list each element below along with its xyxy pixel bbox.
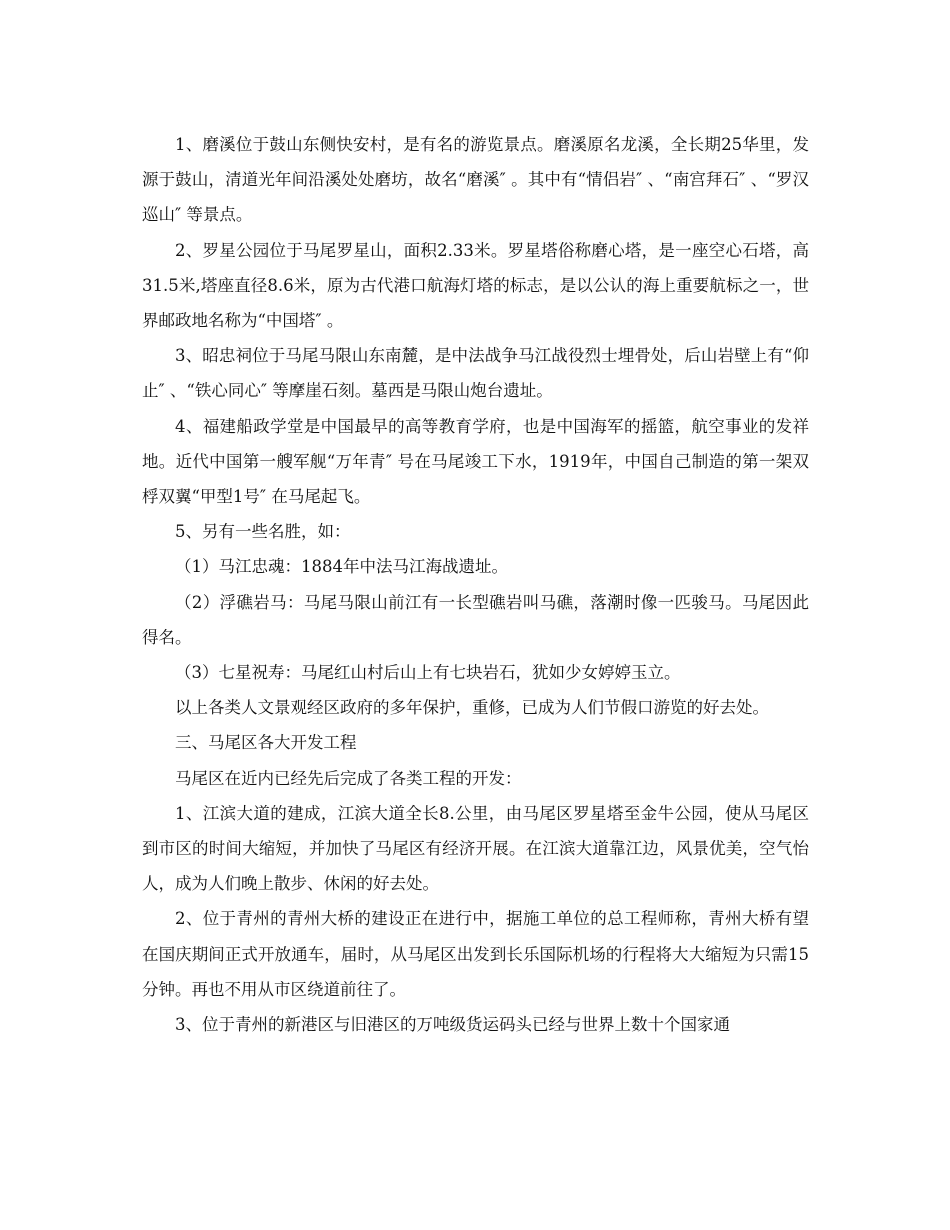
section-heading-development: 三、马尾区各大开发工程 xyxy=(175,733,357,753)
paragraph-sight-2: （2）浮礁岩马：马尾马限山前江有一长型礁岩叫马礁，落潮时像一匹骏马。马尾因此得名。 xyxy=(142,592,809,647)
paragraph-qingzhou-bridge: 2、位于青州的青州大桥的建设正在进行中，据施工单位的总工程师称，青州大桥有望在国庆期间正式开放通车，届时，从马尾区出发到长乐国际机场的行程将大大缩短为只需15分钟。再也不用从市区绕道前往了。 xyxy=(142,909,809,999)
paragraph-mo-xi: 1、磨溪位于鼓山东侧快安村，是有名的游览景点。磨溪原名龙溪，全长期25华里，发源于鼓山，清道光年间沿溪处处磨坊，故名“磨溪″ 。其中有“情侣岩″ 、“南宫拜石″ 、“罗汉巡山″ 等景点。 xyxy=(142,135,809,225)
paragraph-summary: 以上各类人文景观经区政府的多年保护，重修，已成为人们节假口游览的好去处。 xyxy=(175,698,769,718)
paragraph-development-intro: 马尾区在近内已经先后完成了各类工程的开发： xyxy=(175,768,522,788)
paragraph-fujian-naval-school: 4、福建船政学堂是中国最早的高等教育学府，也是中国海军的摇篮，航空事业的发祥地。近代中国第一艘军舰“万年青″ 号在马尾竣工下水，1919年，中国自己制造的第一架双桴双翼“甲型1号″ 在马尾起飞。 xyxy=(142,416,809,507)
paragraph-qingzhou-port: 3、位于青州的新港区与旧港区的万吨级货运码头已经与世界上数十个国家通 xyxy=(175,1015,730,1035)
paragraph-zhao-zhong-ci: 3、昭忠祠位于马尾马限山东南麓，是中法战争马江战役烈士埋骨处，后山岩壁上有“仰止″ 、“铁心同心″ 等摩崖石刻。墓西是马限山炮台遗址。 xyxy=(142,346,809,401)
paragraph-sight-3: （3）七星祝寿：马尾红山村后山上有七块岩石，犹如少女婷婷玉立。 xyxy=(175,663,681,683)
paragraph-luo-xing-park: 2、罗星公园位于马尾罗星山，面积2.33米。罗星塔俗称磨心塔，是一座空心石塔，高31.5米,塔座直径8.6米，原为古代港口航海灯塔的标志，是以公认的海上重要航标之一，世界邮政地名称为“中国塔″ 。 xyxy=(142,240,809,331)
paragraph-sight-1: （1）马江忠魂：1884年中法马江海战遗址。 xyxy=(175,557,508,577)
paragraph-jiangbin-avenue: 1、江滨大道的建成，江滨大道全长8.公里，由马尾区罗星塔至金牛公园，使从马尾区到市区的时间大缩短，并加快了马尾区有经济开展。在江滨大道靠江边，风景优美，空气怡人，成为人们晚上散步、休闲的好去处。 xyxy=(142,803,809,894)
document-body xyxy=(142,127,809,1042)
paragraph-other-sights-intro: 5、另有一些名胜，如： xyxy=(175,522,351,542)
